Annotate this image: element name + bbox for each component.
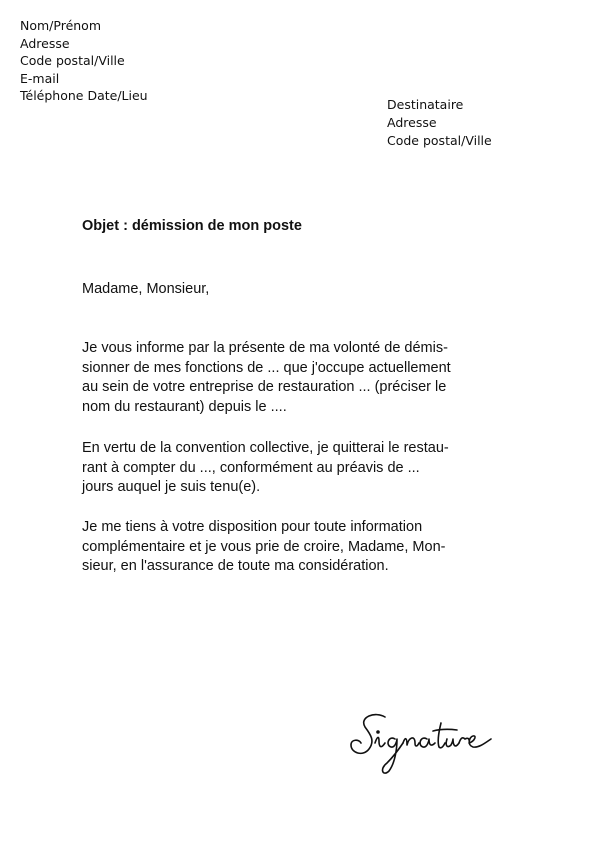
sender-phone-date-place: Téléphone Date/Lieu — [20, 88, 148, 103]
paragraph-line: au sein de votre entreprise de restauration ... (préciser le — [82, 379, 447, 395]
recipient-block — [387, 96, 492, 150]
paragraph-line: sionner de mes fonctions de ... que j'occupe actuellement — [82, 359, 451, 376]
paragraph-line: Je vous informe par la présente de ma volonté de démis- — [82, 340, 448, 356]
sender-name: Nom/Prénom — [20, 18, 102, 33]
sender-postal-city: Code postal/Ville — [20, 53, 125, 68]
letter-salutation: Madame, Monsieur, — [82, 281, 210, 297]
recipient-name: Destinataire — [387, 97, 464, 112]
letter-subject: Objet : démission de mon poste — [82, 218, 302, 234]
paragraph-line: nom du restaurant) depuis le .... — [82, 398, 287, 415]
paragraph-line: sieur, en l'assurance de toute ma considération. — [82, 558, 389, 574]
paragraph-line: rant à compter du ..., conformément au préavis de ... — [82, 459, 420, 476]
body-paragraph-3 — [82, 518, 445, 577]
sender-address: Adresse — [20, 35, 70, 51]
paragraph-line: complémentaire et je vous prie de croire, Madame, Mon- — [82, 538, 446, 555]
handwritten-signature — [345, 705, 505, 785]
sender-block — [20, 17, 148, 105]
recipient-address: Adresse — [387, 115, 437, 130]
paragraph-line: En vertu de la convention collective, je quitterai le restau- — [82, 440, 449, 456]
body-paragraph-1 — [82, 339, 451, 417]
recipient-postal-city: Code postal/Ville — [387, 133, 492, 148]
body-paragraph-2 — [82, 439, 449, 498]
paragraph-line: jours auquel je suis tenu(e). — [82, 479, 261, 495]
paragraph-line: Je me tiens à votre disposition pour toute information — [82, 519, 423, 535]
sender-email: E-mail — [20, 70, 60, 86]
